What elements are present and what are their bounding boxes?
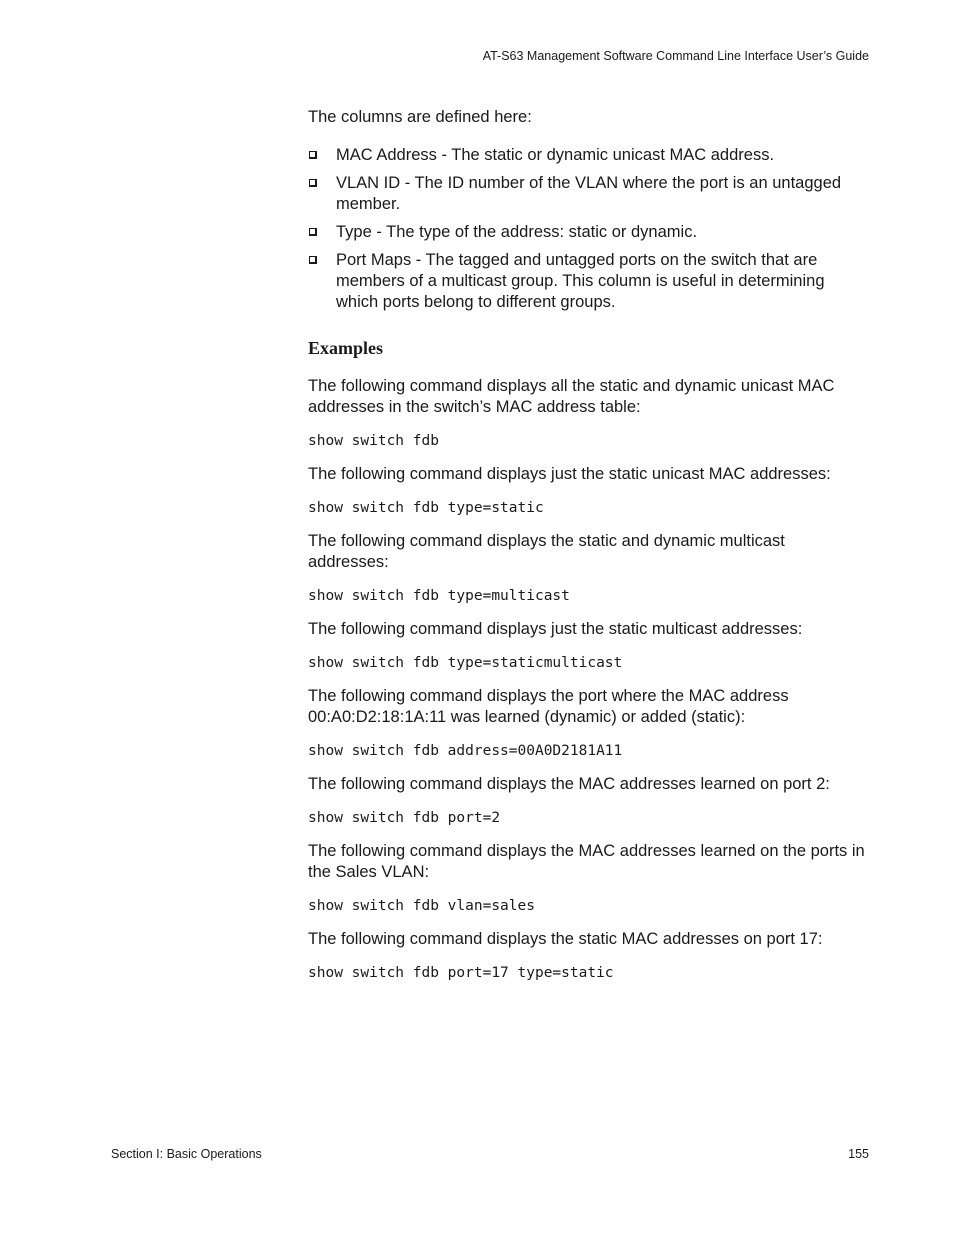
example-command: show switch fdb [308,433,439,449]
column-definitions-list [308,145,870,313]
example-command: show switch fdb port=17 type=static [308,965,614,981]
definition-text: VLAN ID - The ID number of the VLAN where the port is an untagged member. [336,174,842,213]
example-description: The following command displays the static MAC addresses on port 17: [308,930,823,948]
page-number: 155 [848,1147,869,1161]
list-item [308,173,870,215]
example-command: show switch fdb type=multicast [308,588,570,604]
page-content [308,107,870,996]
list-item [308,222,870,243]
example-description: The following command displays just the static multicast addresses: [308,620,803,638]
example-command: show switch fdb type=staticmulticast [308,655,623,671]
example-description: The following command displays the MAC addresses learned on port 2: [308,775,830,793]
checkbox-bullet-icon [309,179,317,187]
example-description: The following command displays all the static and dynamic unicast MAC addresses in the switch’s MAC address table: [308,377,835,416]
example-command: show switch fdb port=2 [308,810,501,826]
example-description: The following command displays the static and dynamic multicast addresses: [308,532,785,571]
definition-text: Type - The type of the address: static or dynamic. [336,223,698,241]
example-command: show switch fdb address=00A0D2181A11 [308,743,623,759]
list-item [308,145,870,166]
example-command: show switch fdb type=static [308,500,544,516]
definition-text: MAC Address - The static or dynamic unicast MAC address. [336,146,775,164]
checkbox-bullet-icon [309,151,317,159]
example-description: The following command displays just the static unicast MAC addresses: [308,465,831,483]
running-header: AT-S63 Management Software Command Line Interface User’s Guide [482,49,869,63]
checkbox-bullet-icon [309,228,317,236]
examples-heading: Examples [308,338,384,358]
example-command: show switch fdb vlan=sales [308,898,535,914]
definition-text: Port Maps - The tagged and untagged ports on the switch that are members of a multicast group. This column is useful in determining which ports belong to different groups. [336,251,825,311]
intro-text: The columns are defined here: [308,108,532,126]
list-item [308,250,870,313]
example-description: The following command displays the port where the MAC address 00:A0:D2:18:1A:11 was learned (dynamic) or added (static): [308,687,789,726]
checkbox-bullet-icon [309,256,317,264]
example-description: The following command displays the MAC addresses learned on the ports in the Sales VLAN: [308,842,865,881]
footer-section: Section I: Basic Operations [111,1147,262,1161]
